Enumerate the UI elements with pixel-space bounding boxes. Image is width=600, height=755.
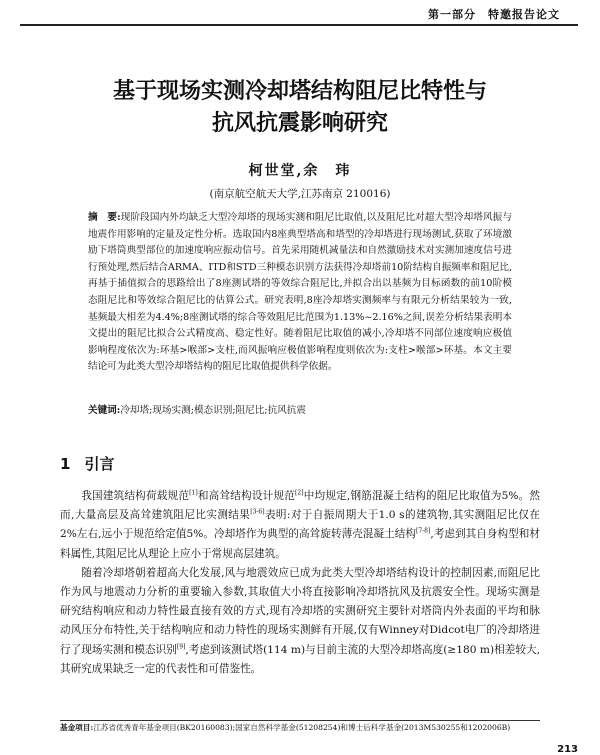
footnote-rule: [60, 720, 540, 721]
footnote-label: 基金项目:: [60, 723, 94, 732]
authors: 柯世堂,余 玮: [248, 163, 352, 179]
keywords-label: 关键词:: [88, 405, 121, 416]
citation: [2]: [295, 489, 304, 497]
footnote-text: 江苏省优秀青年基金项目(BK20160083);国家自然科学基金(51208254)和博士后科学基金(2013M530255和1202006B): [93, 723, 511, 732]
running-header: 第一部分 特邀报告论文: [428, 8, 560, 21]
abstract: [88, 210, 512, 376]
page-number: 213: [557, 744, 578, 755]
paper-title: [0, 76, 600, 140]
paragraph-2: [60, 564, 540, 679]
citation: [3-6]: [250, 508, 265, 516]
section-heading: [60, 453, 114, 474]
keywords-text: 冷却塔;现场实测;模态识别;阻尼比;抗风抗震: [120, 405, 306, 416]
affiliation: (南京航空航天大学,江苏南京 210016): [209, 188, 391, 200]
title-line-2: 抗风抗震影响研究: [211, 111, 388, 136]
citation: [1]: [189, 489, 198, 497]
body-text: [60, 487, 540, 679]
keywords: [88, 403, 512, 419]
text-run: ,考虑到该测试塔(114 m)与目前主流的大型冷却塔高度(≥180 m)相差较大,其研究成果缺乏一定的代表性和可借鉴性。: [60, 643, 540, 675]
text-run: 随着冷却塔朝着超高大化发展,风与地震效应已成为此类大型冷却塔结构设计的控制因素,而阻尼比作为风与地震动力分析的重要输入参数,其取值大小将直接影响冷却塔抗风及抗震安全性。现场实测是研究结构响应和动力特性最直接有效的方式,现有冷却塔的实测研究主要针对塔筒内外表面的平均和脉动风压分布特性,关于结构响应和动力特性的现场实测鲜有开展,仅有Winney对Didcot电厂的冷却塔进行了现场实测和模态识别: [60, 566, 540, 656]
title-line-1: 基于现场实测冷却塔结构阻尼比特性与: [112, 79, 487, 104]
abstract-label: 摘 要:: [88, 212, 121, 223]
citation: [9]: [176, 643, 186, 651]
text-run: ,考虑到其自身构型和材料属性,其阻尼比从理论上应小于常规高层建筑。: [60, 528, 540, 560]
paragraph-1: [60, 487, 540, 564]
citation: [7-8]: [415, 527, 431, 535]
text-run: 我国建筑结构荷载规范: [81, 490, 190, 502]
abstract-text: 现阶段国内外均缺乏大型冷却塔的现场实测和阻尼比取值,以及阻尼比对超大型冷却塔风振与地震作用影响的定量及定性分析。选取国内8座典型塔高和塔型的冷却塔进行现场测试,获取了环境激励下塔筒典型部位的加速度响应振动信号。首先采用随机减量法和自然激励技术对实测加速度信号进行预处理,然后结合ARMA、ITD和STD三种模态识别方法获得冷却塔前10阶结构自振频率和阻尼比,再基于插值拟合的思路给出了8座测试塔的等效综合阻尼比,并拟合出以基频为目标函数的前10阶模态阻尼比和等效综合阻尼比的估算公式。研究表明,8座冷却塔实测频率与有限元分析结果较为一致,基频最大相差为4.4%;8座测试塔的综合等效阻尼比范围为1.13%~2.16%之间,误差分析结果表明本文提出的阻尼比拟合公式精度高、稳定性好。随着阻尼比取值的减小,冷却塔不同部位速度响应极值影响程度依次为:环基>喉部>支柱,而风振响应极值影响程度则依次为:支柱>喉部>环基。本文主要结论可为此类大型冷却塔结构的阻尼比取值提供科学依据。: [88, 212, 512, 373]
text-run: 和高耸结构设计规范: [197, 490, 296, 502]
footnote: [60, 722, 540, 733]
text-run: 中均规定,钢筋混凝土结构的阻尼比取值为5%。然而,大量高层及高耸建筑阻尼比实测结果: [60, 490, 541, 522]
section-number: 1: [60, 455, 71, 473]
section-title: 引言: [84, 455, 115, 473]
text-run: 表明:对于自振周期大于1.0 s的建筑物,其实测阻尼比仅在2%左右,远小于规范给定值5%。冷却塔作为典型的高耸旋转薄壳混凝土结构: [60, 509, 540, 541]
header-rule: [20, 24, 578, 26]
